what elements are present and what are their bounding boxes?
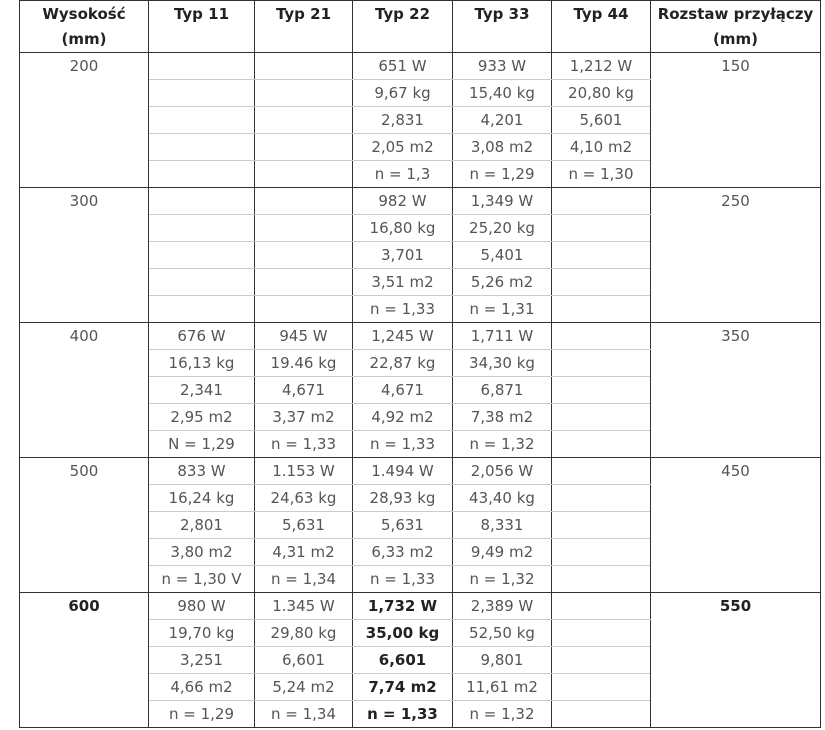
cell-typ-33: 9,801 — [453, 647, 552, 674]
cell-typ-33: 2,056 W — [453, 458, 552, 485]
table-row — [20, 593, 821, 620]
header-typ-21: Typ 21 — [255, 1, 353, 53]
cell-typ-22: n = 1,33 — [353, 431, 453, 458]
cell-typ-22: 982 W — [353, 188, 453, 215]
cell-typ-44 — [552, 269, 651, 296]
cell-typ-11: 2,801 — [149, 512, 255, 539]
cell-typ-21 — [255, 242, 353, 269]
cell-typ-22: 28,93 kg — [353, 485, 453, 512]
cell-typ-22: n = 1,33 — [353, 566, 453, 593]
cell-typ-22: 16,80 kg — [353, 215, 453, 242]
spacing-cell: 550 — [651, 593, 821, 728]
cell-typ-11: 4,66 m2 — [149, 674, 255, 701]
cell-typ-44 — [552, 674, 651, 701]
cell-typ-11 — [149, 269, 255, 296]
cell-typ-11: 2,95 m2 — [149, 404, 255, 431]
cell-typ-22: 3,701 — [353, 242, 453, 269]
cell-typ-22: 5,631 — [353, 512, 453, 539]
header-typ-33: Typ 33 — [453, 1, 552, 53]
cell-typ-44 — [552, 431, 651, 458]
cell-typ-33: 34,30 kg — [453, 350, 552, 377]
cell-typ-11 — [149, 215, 255, 242]
cell-typ-33: n = 1,29 — [453, 161, 552, 188]
cell-typ-22: 1.494 W — [353, 458, 453, 485]
cell-typ-44 — [552, 377, 651, 404]
cell-typ-33: 11,61 m2 — [453, 674, 552, 701]
cell-typ-44: n = 1,30 — [552, 161, 651, 188]
cell-typ-22: 6,33 m2 — [353, 539, 453, 566]
cell-typ-44 — [552, 188, 651, 215]
cell-typ-44 — [552, 539, 651, 566]
cell-typ-44 — [552, 350, 651, 377]
cell-typ-44: 1,212 W — [552, 53, 651, 80]
cell-typ-33: 4,201 — [453, 107, 552, 134]
cell-typ-21 — [255, 134, 353, 161]
cell-typ-11 — [149, 188, 255, 215]
header-typ-22: Typ 22 — [353, 1, 453, 53]
cell-typ-22: 4,671 — [353, 377, 453, 404]
cell-typ-11 — [149, 53, 255, 80]
header-typ-11: Typ 11 — [149, 1, 255, 53]
table-row — [20, 188, 821, 215]
height-cell: 300 — [20, 188, 149, 323]
cell-typ-22: 2,05 m2 — [353, 134, 453, 161]
cell-typ-11: 16,24 kg — [149, 485, 255, 512]
header-typ-44: Typ 44 — [552, 1, 651, 53]
cell-typ-22: 9,67 kg — [353, 80, 453, 107]
cell-typ-11 — [149, 107, 255, 134]
cell-typ-33: 7,38 m2 — [453, 404, 552, 431]
cell-typ-21: n = 1,33 — [255, 431, 353, 458]
cell-typ-44 — [552, 242, 651, 269]
cell-typ-22: n = 1,3 — [353, 161, 453, 188]
cell-typ-22: 1,732 W — [353, 593, 453, 620]
cell-typ-33: 1,349 W — [453, 188, 552, 215]
cell-typ-22: 6,601 — [353, 647, 453, 674]
cell-typ-21 — [255, 161, 353, 188]
cell-typ-11: 19,70 kg — [149, 620, 255, 647]
cell-typ-21: 945 W — [255, 323, 353, 350]
cell-typ-11: 980 W — [149, 593, 255, 620]
cell-typ-44 — [552, 458, 651, 485]
cell-typ-21: 29,80 kg — [255, 620, 353, 647]
cell-typ-44 — [552, 647, 651, 674]
cell-typ-21 — [255, 53, 353, 80]
table-row — [20, 53, 821, 80]
cell-typ-33: n = 1,32 — [453, 431, 552, 458]
cell-typ-21: 5,24 m2 — [255, 674, 353, 701]
cell-typ-21 — [255, 188, 353, 215]
cell-typ-22: 7,74 m2 — [353, 674, 453, 701]
cell-typ-44 — [552, 485, 651, 512]
cell-typ-11: n = 1,30 V — [149, 566, 255, 593]
cell-typ-22: 2,831 — [353, 107, 453, 134]
cell-typ-33: 2,389 W — [453, 593, 552, 620]
cell-typ-21 — [255, 80, 353, 107]
cell-typ-44 — [552, 701, 651, 728]
cell-typ-33: 8,331 — [453, 512, 552, 539]
cell-typ-44 — [552, 296, 651, 323]
header-row — [20, 1, 821, 53]
spacing-cell: 150 — [651, 53, 821, 188]
height-cell: 500 — [20, 458, 149, 593]
cell-typ-22: n = 1,33 — [353, 701, 453, 728]
cell-typ-44 — [552, 323, 651, 350]
header-connection-spacing: Rozstaw przyłączy (mm) — [651, 1, 821, 53]
cell-typ-11: 833 W — [149, 458, 255, 485]
cell-typ-22: 35,00 kg — [353, 620, 453, 647]
cell-typ-11: N = 1,29 — [149, 431, 255, 458]
table-row — [20, 458, 821, 485]
cell-typ-22: n = 1,33 — [353, 296, 453, 323]
cell-typ-11: 676 W — [149, 323, 255, 350]
cell-typ-21: 4,31 m2 — [255, 539, 353, 566]
cell-typ-11: 3,251 — [149, 647, 255, 674]
cell-typ-44 — [552, 566, 651, 593]
cell-typ-22: 4,92 m2 — [353, 404, 453, 431]
cell-typ-21: n = 1,34 — [255, 701, 353, 728]
cell-typ-33: 6,871 — [453, 377, 552, 404]
cell-typ-33: n = 1,32 — [453, 701, 552, 728]
cell-typ-22: 3,51 m2 — [353, 269, 453, 296]
spacing-cell: 350 — [651, 323, 821, 458]
cell-typ-44: 4,10 m2 — [552, 134, 651, 161]
cell-typ-11: 2,341 — [149, 377, 255, 404]
cell-typ-33: 43,40 kg — [453, 485, 552, 512]
cell-typ-11: n = 1,29 — [149, 701, 255, 728]
cell-typ-33: 5,401 — [453, 242, 552, 269]
header-height: Wysokość (mm) — [20, 1, 149, 53]
cell-typ-21: n = 1,34 — [255, 566, 353, 593]
cell-typ-44 — [552, 404, 651, 431]
cell-typ-21: 6,601 — [255, 647, 353, 674]
cell-typ-11 — [149, 134, 255, 161]
cell-typ-33: 5,26 m2 — [453, 269, 552, 296]
cell-typ-33: 52,50 kg — [453, 620, 552, 647]
cell-typ-44: 5,601 — [552, 107, 651, 134]
height-cell: 600 — [20, 593, 149, 728]
cell-typ-11: 3,80 m2 — [149, 539, 255, 566]
cell-typ-11 — [149, 161, 255, 188]
cell-typ-33: 9,49 m2 — [453, 539, 552, 566]
cell-typ-44 — [552, 512, 651, 539]
spacing-cell: 250 — [651, 188, 821, 323]
cell-typ-21: 5,631 — [255, 512, 353, 539]
table-row — [20, 323, 821, 350]
cell-typ-21: 1.345 W — [255, 593, 353, 620]
cell-typ-44 — [552, 215, 651, 242]
cell-typ-33: n = 1,32 — [453, 566, 552, 593]
cell-typ-21 — [255, 296, 353, 323]
cell-typ-11: 16,13 kg — [149, 350, 255, 377]
cell-typ-22: 22,87 kg — [353, 350, 453, 377]
spacing-cell: 450 — [651, 458, 821, 593]
cell-typ-21: 19.46 kg — [255, 350, 353, 377]
radiator-specs-table — [19, 0, 821, 728]
cell-typ-22: 1,245 W — [353, 323, 453, 350]
cell-typ-44 — [552, 593, 651, 620]
cell-typ-21 — [255, 215, 353, 242]
cell-typ-33: 25,20 kg — [453, 215, 552, 242]
cell-typ-11 — [149, 296, 255, 323]
cell-typ-21: 4,671 — [255, 377, 353, 404]
cell-typ-33: n = 1,31 — [453, 296, 552, 323]
cell-typ-21 — [255, 107, 353, 134]
cell-typ-11 — [149, 242, 255, 269]
cell-typ-21: 24,63 kg — [255, 485, 353, 512]
table-body — [20, 53, 821, 728]
cell-typ-44 — [552, 620, 651, 647]
cell-typ-21: 1.153 W — [255, 458, 353, 485]
cell-typ-33: 15,40 kg — [453, 80, 552, 107]
cell-typ-44: 20,80 kg — [552, 80, 651, 107]
cell-typ-33: 3,08 m2 — [453, 134, 552, 161]
cell-typ-11 — [149, 80, 255, 107]
cell-typ-22: 651 W — [353, 53, 453, 80]
height-cell: 400 — [20, 323, 149, 458]
cell-typ-33: 933 W — [453, 53, 552, 80]
cell-typ-33: 1,711 W — [453, 323, 552, 350]
cell-typ-21 — [255, 269, 353, 296]
height-cell: 200 — [20, 53, 149, 188]
cell-typ-21: 3,37 m2 — [255, 404, 353, 431]
